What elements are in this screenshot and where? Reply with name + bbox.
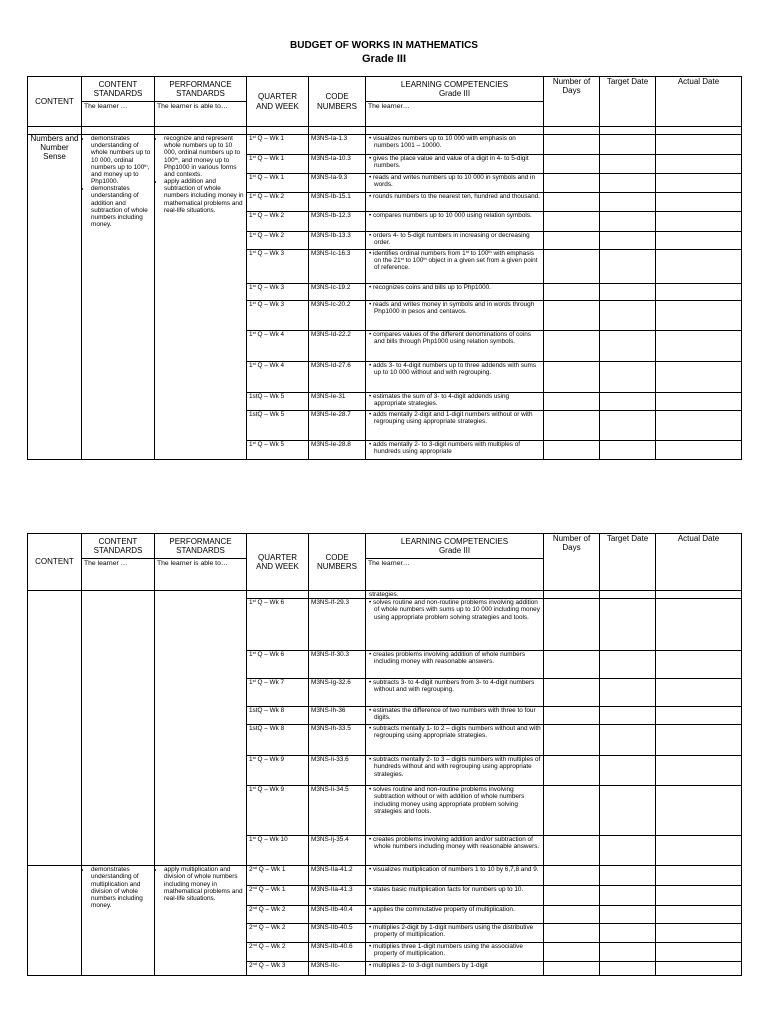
days-cell	[544, 943, 600, 962]
actual-date-cell	[656, 284, 742, 301]
competency-cell	[366, 232, 544, 250]
competency-text: • multiplies 2- to 3-digit numbers by 1-digit	[369, 962, 488, 970]
competency-text: • applies the commutative property of multiplication.	[369, 906, 515, 914]
competency-cell	[366, 155, 544, 174]
target-date-cell	[600, 591, 656, 599]
target-date-cell	[600, 212, 656, 232]
competency-cell	[366, 906, 544, 924]
competency-cell	[366, 786, 544, 836]
competency-text: • multiplies three 1-digit numbers using the associative property of multiplication.	[369, 943, 523, 958]
header-quarter-week: QUARTER AND WEEK	[247, 77, 309, 127]
quarter-week-cell: 1st Q – Wk 5	[247, 441, 309, 460]
competency-cell	[366, 174, 544, 193]
days-cell	[544, 866, 600, 886]
competency-text: • reads and writes money in symbols and in words through Php1000 in pesos and centavos.	[369, 301, 535, 316]
code-number-cell: M3NS-Ib-13.3	[309, 232, 366, 250]
code-number-cell: M3NS-If-30.3	[309, 651, 366, 679]
competency-cell	[366, 725, 544, 756]
competency-text: • identifies ordinal numbers from 1st to 100th with emphasis on the 21st to 100th object in a given set from a given point of reference.	[369, 249, 538, 272]
target-date-cell	[600, 174, 656, 193]
target-date-cell	[600, 906, 656, 924]
code-number-cell: M3NS-Ij-35.4	[309, 836, 366, 866]
performance-standards-cell	[155, 135, 247, 460]
actual-date-cell	[656, 174, 742, 193]
actual-date-cell	[656, 725, 742, 756]
code-number-cell: M3NS-Ii-33.6	[309, 756, 366, 786]
quarter-week-cell: 1st Q – Wk 7	[247, 679, 309, 707]
actual-date-cell	[656, 924, 742, 943]
quarter-week-cell	[247, 591, 309, 599]
performance-standards-list	[157, 866, 244, 902]
actual-date-cell	[656, 786, 742, 836]
days-cell	[544, 962, 600, 976]
competency-cell	[366, 886, 544, 906]
target-date-cell	[600, 411, 656, 441]
code-number-cell: M3NS-IIa-41.2	[309, 866, 366, 886]
table-row	[28, 135, 742, 155]
competency-text: • recognizes coins and bills up to Php1000.	[369, 284, 491, 291]
days-cell	[544, 786, 600, 836]
code-number-cell: M3NS-Ie-28.8	[309, 441, 366, 460]
content-standards-cell	[82, 591, 155, 866]
competency-text: • solves routine and non-routine problems involving subtraction without or with addition of whole numbers including money using appropriate problem solving strategies and tools.	[369, 786, 525, 815]
target-date-cell	[600, 232, 656, 250]
quarter-week-cell: 1stQ – Wk 5	[247, 393, 309, 411]
header-quarter-week: QUARTER AND WEEK	[247, 534, 309, 591]
competency-cell	[366, 651, 544, 679]
code-number-cell: M3NS-Ia-9.3	[309, 174, 366, 193]
actual-date-cell	[656, 232, 742, 250]
competency-cell	[366, 756, 544, 786]
target-date-cell	[600, 756, 656, 786]
actual-date-cell	[656, 411, 742, 441]
competency-cell	[366, 284, 544, 301]
days-cell	[544, 174, 600, 193]
quarter-week-cell: 1st Q – Wk 9	[247, 786, 309, 836]
days-cell	[544, 331, 600, 362]
competency-text: • adds mentally 2-digit and 1-digit numbers without or with regrouping using appropriate strategies.	[369, 411, 533, 426]
actual-date-cell	[656, 441, 742, 460]
competency-text: • states basic multiplication facts for numbers up to 10.	[369, 886, 524, 894]
header-content-standards: CONTENT STANDARDS	[82, 77, 155, 102]
competency-cell	[366, 193, 544, 212]
competency-cell	[366, 362, 544, 393]
header-content-standards: CONTENT STANDARDS	[82, 534, 155, 559]
days-cell	[544, 212, 600, 232]
competency-cell	[366, 707, 544, 725]
standard-item: • demonstrates understanding of addition and subtraction of whole numbers including money.	[91, 185, 152, 228]
competency-cell	[366, 866, 544, 886]
actual-date-cell	[656, 943, 742, 962]
competency-text: • visualizes numbers up to 10 000 with emphasis on numbers 1001 – 10000.	[369, 135, 516, 150]
header-actual-date: Actual Date	[656, 534, 742, 591]
learning-competencies-grade: Grade III	[438, 546, 471, 555]
code-number-cell: M3NS-Ic-19.2	[309, 284, 366, 301]
competency-cell	[366, 962, 544, 976]
standard-item: • demonstrates understanding of whole numbers up to 10 000, ordinal numbers up to 100th, and money up to Php1000.	[91, 135, 152, 185]
quarter-week-cell: 1st Q – Wk 3	[247, 284, 309, 301]
competency-text: • multiplies 2-digit by 1-digit numbers using the distributive property of multiplication.	[369, 924, 534, 939]
days-cell	[544, 906, 600, 924]
days-cell	[544, 591, 600, 599]
header-learning-competencies	[366, 77, 544, 102]
target-date-cell	[600, 943, 656, 962]
target-date-cell	[600, 679, 656, 707]
actual-date-cell	[656, 155, 742, 174]
days-cell	[544, 362, 600, 393]
actual-date-cell	[656, 651, 742, 679]
days-cell	[544, 756, 600, 786]
days-cell	[544, 232, 600, 250]
competency-text: strategies.	[369, 591, 399, 598]
header-target-date: Target Date	[600, 534, 656, 591]
competency-cell	[366, 943, 544, 962]
header-performance-standards: PERFORMANCE STANDARDS	[155, 534, 247, 559]
competency-text: • subtracts 3- to 4-digit numbers from 3- to 4-digit numbers without and with regrouping.	[369, 679, 535, 694]
actual-date-cell	[656, 135, 742, 155]
budget-table-page1	[27, 76, 742, 460]
quarter-week-cell: 1st Q – Wk 1	[247, 174, 309, 193]
competency-text: • creates problems involving addition of whole numbers including money with reasonable answers.	[369, 651, 526, 666]
learning-competencies-label: LEARNING COMPETENCIES	[400, 536, 509, 546]
competency-text: • adds 3- to 4-digit numbers up to three addends with sums up to 10 000 without and with regrouping.	[369, 362, 537, 377]
actual-date-cell	[656, 301, 742, 331]
quarter-week-cell: 1stQ – Wk 8	[247, 707, 309, 725]
target-date-cell	[600, 962, 656, 976]
target-date-cell	[600, 886, 656, 906]
target-date-cell	[600, 441, 656, 460]
competency-cell	[366, 393, 544, 411]
days-cell	[544, 886, 600, 906]
learner-competencies-label: The learner…	[366, 559, 544, 591]
competency-text: • subtracts mentally 2- to 3 – digits numbers with multiples of hundreds without and with regrouping using appropriate strategies.	[369, 756, 541, 778]
content-standards-cell	[82, 135, 155, 460]
days-cell	[544, 411, 600, 441]
actual-date-cell	[656, 591, 742, 599]
target-date-cell	[600, 301, 656, 331]
competency-text: • adds mentally 2- to 3-digit numbers with multiples of hundreds using appropriate	[369, 441, 521, 456]
actual-date-cell	[656, 886, 742, 906]
standard-item: • apply multiplication and division of whole numbers including money in mathematical problems and real-life situations.	[164, 866, 244, 902]
code-number-cell: M3NS-IIb-40.6	[309, 943, 366, 962]
competency-text: • visualizes multiplication of numbers 1 to 10 by 6,7,8 and 9.	[369, 866, 539, 874]
days-cell	[544, 155, 600, 174]
performance-standards-cell	[155, 591, 247, 866]
header-code-numbers: CODE NUMBERS	[309, 534, 366, 591]
table-row	[28, 591, 742, 599]
competency-text: • subtracts mentally 1- to 2 – digits numbers without and with regrouping using appropriate strategies.	[369, 725, 541, 740]
target-date-cell	[600, 193, 656, 212]
header-learning-competencies	[366, 534, 544, 559]
competency-cell	[366, 331, 544, 362]
header-code-numbers: CODE NUMBERS	[309, 77, 366, 127]
header-content: CONTENT	[28, 77, 82, 127]
quarter-week-cell: 1st Q – Wk 1	[247, 135, 309, 155]
quarter-week-cell: 2nd Q – Wk 3	[247, 962, 309, 976]
competency-cell	[366, 301, 544, 331]
competency-text: • gives the place value and value of a digit in 4- to 5-digit numbers.	[369, 155, 529, 170]
competency-text: • rounds numbers to the nearest ten, hundred and thousand.	[369, 193, 540, 200]
days-cell	[544, 135, 600, 155]
quarter-week-cell: 1st Q – Wk 4	[247, 362, 309, 393]
code-number-cell: M3NS-IIa-41.3	[309, 886, 366, 906]
table-row	[28, 866, 742, 886]
target-date-cell	[600, 725, 656, 756]
actual-date-cell	[656, 866, 742, 886]
target-date-cell	[600, 155, 656, 174]
code-number-cell: M3NS-IIb-40.4	[309, 906, 366, 924]
actual-date-cell	[656, 193, 742, 212]
actual-date-cell	[656, 756, 742, 786]
days-cell	[544, 301, 600, 331]
actual-date-cell	[656, 212, 742, 232]
header-target-date: Target Date	[600, 77, 656, 127]
learner-performance-label: The learner is able to…	[155, 559, 247, 591]
target-date-cell	[600, 651, 656, 679]
competency-text: • estimates the difference of two numbers with three to four digits.	[369, 707, 536, 722]
code-number-cell: M3NS-IIc-	[309, 962, 366, 976]
code-number-cell: M3NS-Ib-12.3	[309, 212, 366, 232]
quarter-week-cell: 1stQ – Wk 8	[247, 725, 309, 756]
quarter-week-cell: 1st Q – Wk 2	[247, 232, 309, 250]
target-date-cell	[600, 331, 656, 362]
competency-cell	[366, 924, 544, 943]
quarter-week-cell: 2nd Q – Wk 1	[247, 866, 309, 886]
performance-standards-list	[157, 135, 244, 214]
header-number-of-days: Number of Days	[544, 77, 600, 127]
header-actual-date: Actual Date	[656, 77, 742, 127]
learning-competencies-grade: Grade III	[438, 89, 471, 98]
target-date-cell	[600, 924, 656, 943]
days-cell	[544, 393, 600, 411]
quarter-week-cell: 1st Q – Wk 6	[247, 651, 309, 679]
document-title: BUDGET OF WORKS IN MATHEMATICS	[290, 40, 478, 51]
content-standards-list	[84, 135, 152, 228]
actual-date-cell	[656, 906, 742, 924]
target-date-cell	[600, 836, 656, 866]
content-cell	[28, 591, 82, 866]
budget-table-page2	[27, 533, 742, 976]
days-cell	[544, 707, 600, 725]
days-cell	[544, 284, 600, 301]
actual-date-cell	[656, 599, 742, 651]
days-cell	[544, 651, 600, 679]
target-date-cell	[600, 866, 656, 886]
quarter-week-cell: 2nd Q – Wk 1	[247, 886, 309, 906]
header-number-of-days: Number of Days	[544, 534, 600, 591]
actual-date-cell	[656, 331, 742, 362]
learning-competencies-label: LEARNING COMPETENCIES	[400, 79, 509, 89]
standard-item: • recognize and represent whole numbers up to 10 000, ordinal numbers up to 100th, and money up to Php1000 in various forms and contexts.	[164, 135, 244, 178]
days-cell	[544, 250, 600, 284]
document-subtitle: Grade III	[361, 53, 407, 65]
code-number-cell: M3NS-Ie-31	[309, 393, 366, 411]
performance-standards-cell	[155, 866, 247, 976]
target-date-cell	[600, 786, 656, 836]
code-number-cell: M3NS-IIb-40.5	[309, 924, 366, 943]
competency-text: • compares numbers up to 10 000 using relation symbols.	[369, 212, 532, 219]
quarter-week-cell: 1st Q – Wk 6	[247, 599, 309, 651]
code-number-cell: M3NS-If-29.3	[309, 599, 366, 651]
content-cell: Numbers and Number Sense	[28, 135, 82, 460]
competency-cell	[366, 135, 544, 155]
learner-competencies-label: The learner…	[366, 102, 544, 127]
standard-item: • apply addition and subtraction of whole numbers including money in mathematical problems and real-life situations.	[164, 178, 244, 214]
competency-text: • estimates the sum of 3- to 4-digit addends using appropriate strategies.	[369, 393, 510, 408]
competency-cell	[366, 599, 544, 651]
quarter-week-cell: 1st Q – Wk 4	[247, 331, 309, 362]
header-performance-standards: PERFORMANCE STANDARDS	[155, 77, 247, 102]
code-number-cell: M3NS-Ia-10.3	[309, 155, 366, 174]
competency-cell	[366, 411, 544, 441]
code-number-cell: M3NS-Ic-16.3	[309, 250, 366, 284]
standard-item: • demonstrates understanding of multiplication and division of whole numbers including money.	[91, 866, 152, 909]
target-date-cell	[600, 284, 656, 301]
content-standards-list	[84, 866, 152, 909]
code-number-cell: M3NS-Ic-20.2	[309, 301, 366, 331]
actual-date-cell	[656, 362, 742, 393]
days-cell	[544, 924, 600, 943]
quarter-week-cell: 1stQ – Wk 5	[247, 411, 309, 441]
days-cell	[544, 725, 600, 756]
competency-cell	[366, 591, 544, 599]
content-standards-cell	[82, 866, 155, 976]
competency-text: • compares values of the different denominations of coins and bills through Php1000 using relation symbols.	[369, 331, 531, 346]
quarter-week-cell: 1st Q – Wk 3	[247, 301, 309, 331]
header-content: CONTENT	[28, 534, 82, 591]
quarter-week-cell: 2nd Q – Wk 2	[247, 906, 309, 924]
days-cell	[544, 441, 600, 460]
competency-cell	[366, 441, 544, 460]
competency-cell	[366, 679, 544, 707]
days-cell	[544, 193, 600, 212]
competency-text: • orders 4- to 5-digit numbers in increasing or decreasing order.	[369, 232, 530, 247]
code-number-cell: M3NS-Ia-1.3	[309, 135, 366, 155]
code-number-cell: M3NS-Ii-34.5	[309, 786, 366, 836]
code-number-cell: M3NS-Ig-32.6	[309, 679, 366, 707]
competency-text: • reads and writes numbers up to 10 000 in symbols and in words.	[369, 174, 536, 189]
code-number-cell: M3NS-Ih-36	[309, 707, 366, 725]
learner-content-label: The learner …	[82, 102, 155, 127]
code-number-cell: M3NS-Id-27.6	[309, 362, 366, 393]
target-date-cell	[600, 250, 656, 284]
days-cell	[544, 599, 600, 651]
competency-cell	[366, 250, 544, 284]
target-date-cell	[600, 135, 656, 155]
quarter-week-cell: 1st Q – Wk 2	[247, 193, 309, 212]
code-number-cell	[309, 591, 366, 599]
quarter-week-cell: 1st Q – Wk 9	[247, 756, 309, 786]
code-number-cell: M3NS-Ie-28.7	[309, 411, 366, 441]
target-date-cell	[600, 599, 656, 651]
target-date-cell	[600, 707, 656, 725]
days-cell	[544, 679, 600, 707]
competency-cell	[366, 212, 544, 232]
days-cell	[544, 836, 600, 866]
quarter-week-cell: 1st Q – Wk 2	[247, 212, 309, 232]
competency-text: • creates problems involving addition and/or subtraction of whole numbers including money with reasonable answers.	[369, 836, 540, 851]
actual-date-cell	[656, 393, 742, 411]
learner-performance-label: The learner is able to…	[155, 102, 247, 127]
target-date-cell	[600, 362, 656, 393]
quarter-week-cell: 1st Q – Wk 3	[247, 250, 309, 284]
code-number-cell: M3NS-Ih-33.5	[309, 725, 366, 756]
target-date-cell	[600, 393, 656, 411]
actual-date-cell	[656, 707, 742, 725]
quarter-week-cell: 2nd Q – Wk 2	[247, 943, 309, 962]
actual-date-cell	[656, 962, 742, 976]
actual-date-cell	[656, 250, 742, 284]
quarter-week-cell: 1st Q – Wk 10	[247, 836, 309, 866]
code-number-cell: M3NS-Id-22.2	[309, 331, 366, 362]
quarter-week-cell: 2nd Q – Wk 2	[247, 924, 309, 943]
competency-text: • solves routine and non-routine problems involving addition of whole numbers with sums up to 10 000 including money using appropriate problem solving strategies and tools.	[369, 599, 540, 621]
actual-date-cell	[656, 679, 742, 707]
actual-date-cell	[656, 836, 742, 866]
code-number-cell: M3NS-Ib-15.1	[309, 193, 366, 212]
learner-content-label: The learner …	[82, 559, 155, 591]
competency-cell	[366, 836, 544, 866]
content-cell	[28, 866, 82, 976]
quarter-week-cell: 1st Q – Wk 1	[247, 155, 309, 174]
